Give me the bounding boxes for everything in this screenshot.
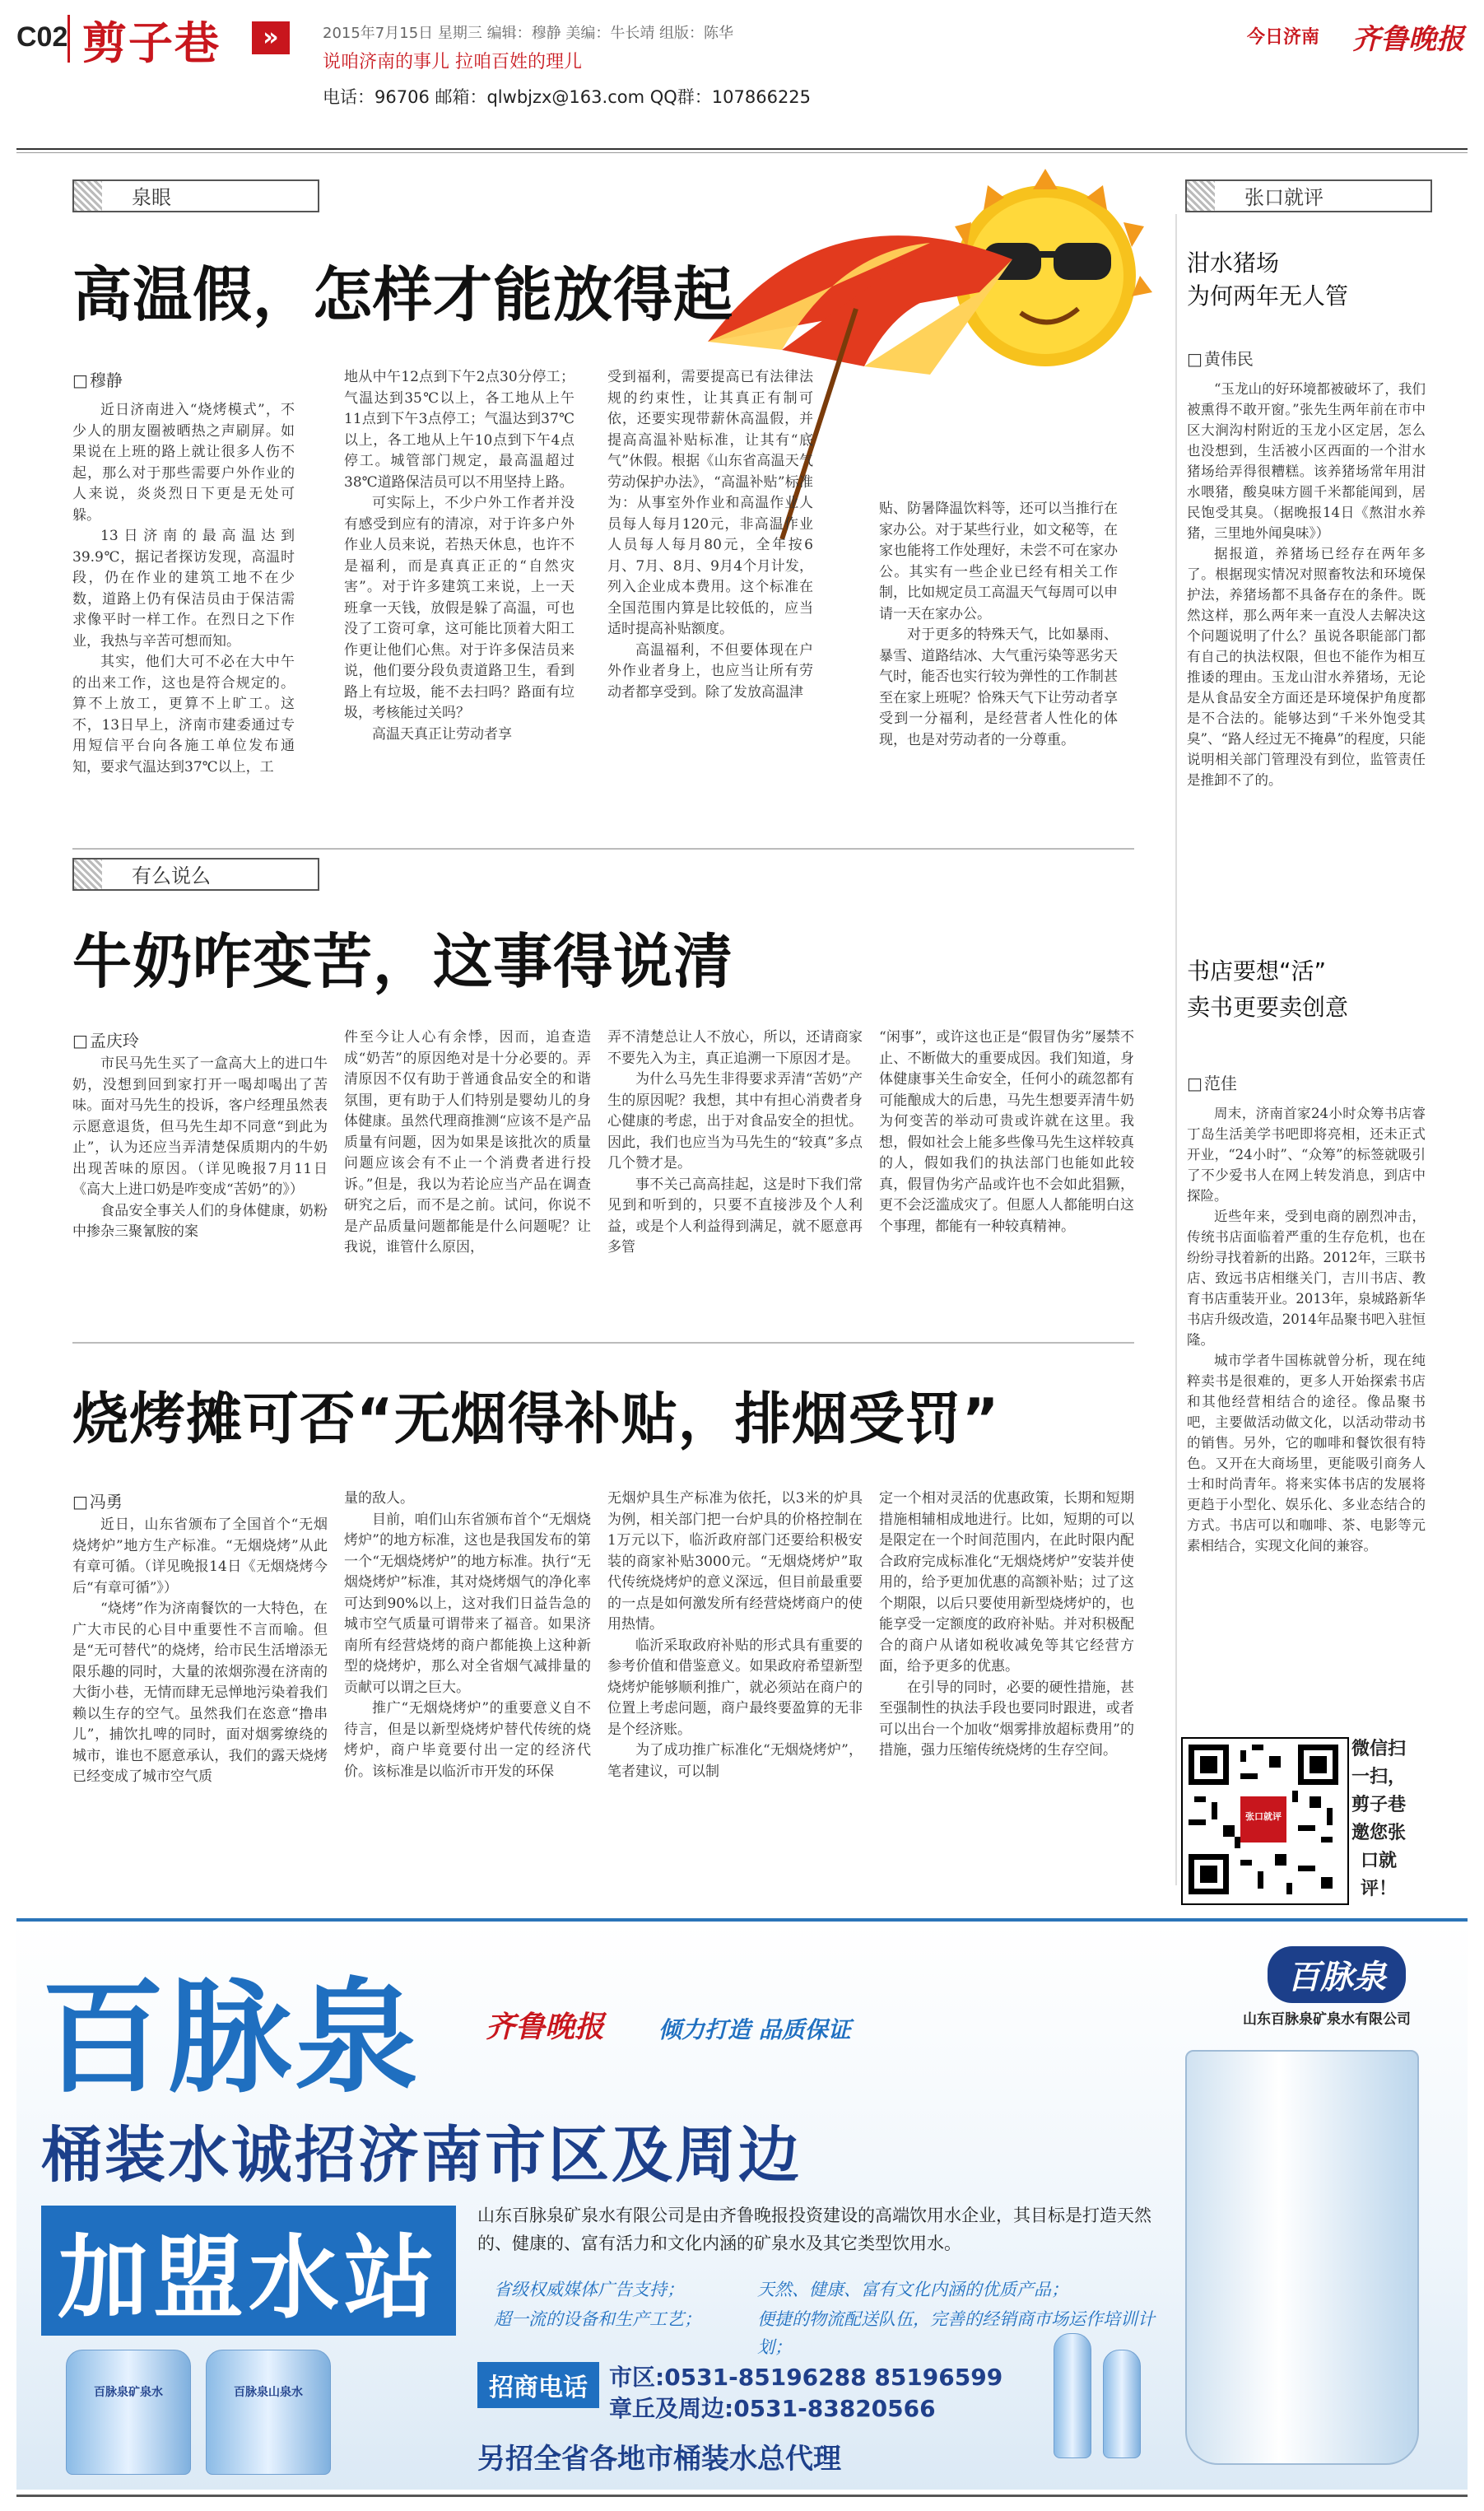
ad-newspaper-logo: 齐鲁晚报 [486,2010,605,2044]
section-tag-youmeshuome: 有么说么 [72,858,319,891]
sidebar1-byline: □ 黄伟民 [1187,346,1254,370]
paragraph: 弄不清楚总让人不放心，所以，还请商家不要先入为主，真正追溯一下原因才是。 [607,1029,863,1067]
sidebar2-title-line1: 书店要想“活” [1187,957,1327,985]
ad-phone-zhangqiu: 章丘及周边:0531-83820566 [609,2395,936,2422]
column-slogan: 说咱济南的事儿 拉咱百姓的理儿 [323,52,582,72]
ad-join-banner: 加盟水站 [41,2206,456,2336]
paragraph: 近日济南进入“烧烤模式”，不少人的朋友圈被晒热之声刷屏。如果说在上班的路上就让很多人伤不起，那么对于那些需要户外作业的人来说，炎炎烈日下更是无处可躲。 [72,402,295,524]
paragraph: 为了成功推广标准化“无烟烧烤炉”，笔者建议，可以制 [607,1742,863,1780]
ad-phone-city: 市区:0531-85196288 85196599 [609,2364,1003,2391]
masthead-rule [16,148,1468,150]
newspaper-logo: 齐鲁晚报 [1352,23,1464,56]
article3-col3 [607,1488,863,1894]
paragraph: 事不关己高高挂起，这是时下我们常见到和听到的，只要不直接涉及个人利益，或是个人利益得到满足，就不愿意再多管 [607,1176,863,1256]
issue-meta: 2015年7月15日 星期三 编辑：穆静 美编：牛长靖 组版：陈华 [323,25,734,42]
ad-feature: 省级权威媒体广告支持； [494,2280,684,2299]
paragraph: 食品安全事关人们的身体健康，奶粉中掺杂三聚氰胺的案 [72,1202,328,1240]
page-bottom-rule [16,2495,1468,2497]
article2-col4 [879,1027,1134,1334]
paragraph: 无烟炉具生产标准为依托，以3米的炉具为例，相关部门把一台炉具的价格控制在1万元以下，临沂政府部门还要给积极安装的商家补贴3000元。“无烟烧烤炉”取代传统烧烤炉的意义深远，但目前最重要的一点是如何激发所有经营烧烤商户的使用热情。 [607,1490,863,1633]
ad-footer: 另招全省各地市桶装水总代理 [477,2443,841,2476]
section-tag-zhangkoujiuping: 张口就评 [1185,179,1432,212]
water-bottle-icon [1054,2333,1091,2458]
article3-col4 [879,1488,1134,1894]
water-barrel-icon [206,2350,331,2475]
article1-title: 高温假，怎样才能放得起 [72,260,734,329]
paragraph: 地从中午12点到下午2点30分停工；气温达到35℃以上，各工地从上午11点到下午3点停工；气温达到37℃以上，各工地从上午10点到下午4点停工。城管部门规定，最高温超过38℃道路保洁员可以不用坚持上路。 [344,369,575,491]
article1-col1 [72,400,295,845]
section-divider [72,1342,1134,1344]
sidebar2-body [1187,1103,1426,1712]
paragraph: 高温福利，不但要体现在户外作业者身上，也应当让所有劳动者都享受到。除了发放高温津 [607,641,813,701]
sidebar2-byline: □ 范佳 [1187,1070,1237,1094]
qr-code[interactable] [1181,1737,1349,1905]
barrel-label: 百脉泉矿泉水 [94,2386,163,2399]
paragraph: 城市学者牛国栋就曾分析，现在纯粹卖书是很难的，更多人开始探索书店和其他经营相结合的途径。像品聚书吧，主要做活动做文化，以活动带动书的销售。另外，它的咖啡和餐饮很有特色。又开在大商场里，更能吸引商务人士和时尚青年。将来实体书店的发展将更趋于小型化、娱乐化、多业态结合的方式。书店可以和咖啡、茶、电影等元素相结合，实现文化间的兼容。 [1187,1353,1426,1554]
paragraph: 对于更多的特殊天气，比如暴雨、暴雪、道路结冰、大气重污染等恶劣天气时，能否也实行较为弹性的工作制甚至在家上班呢？恰殊天气下让劳动者享受到一分福利，是经营者人性化的体现，也是对劳动者的一分尊重。 [879,627,1118,748]
paragraph: 可实际上，不少户外工作者并没有感受到应有的清凉，对于许多户外作业人员来说，若热天休息，也许不是福利，而是真真正正的“自然灾害”。对于许多建筑工来说，上一天班拿一天钱，放假是躲了高温，可也没了工资可拿，这可能比顶着大阳工作更让他们心焦。对于许多保洁员来说，他们要分段负责道路卫生，看到路上有垃圾，能不去扫吗？路面有垃圾，考核能过关吗？ [344,495,575,721]
page-number: C02 [16,21,68,53]
paragraph: 目前，咱们山东省颁布首个“无烟烧烤炉”的地方标准，这也是我国发布的第一个“无烟烧烤炉”的地方标准。执行“无烟烧烤炉”标准，其对烧烤烟气的净化率可达到90%以上，这对我们日益告急的城市空气质量可谓带来了福音。如果济南所有经营烧烤的商户都能换上这种新型的烧烤炉，那么对全省烟气减排量的贡献可以谓之巨大。 [344,1511,591,1696]
chevron-icon: » [252,21,290,54]
ad-feature: 超一流的设备和生产工艺； [494,2309,701,2329]
paragraph: “烧烤”作为济南餐饮的一大特色，在广大市民的心目中重要性不言而喻。但是“无可替代”的烧烤，给市民生活增添无限乐趣的同时，大量的浓烟弥漫在济南的大街小巷，无情而肆无忌惮地污染着我们赖以生存的空气。虽然我们在恣意“撸串儿”，捕饮扎啤的同时，面对烟雾缭绕的城市，谁也不愿意承认，我们的露天烧烤已经变成了城市空气质 [72,1600,328,1785]
paragraph: 推广“无烟烧烤炉”的重要意义自不待言，但是以新型烧烤炉替代传统的烧烤炉，商户毕竟要付出一定的经济代价。该标准是以临沂市开发的环保 [344,1700,591,1780]
paragraph: 市民马先生买了一盒高大上的进口牛奶，没想到回到家打开一喝却喝出了苦味。面对马先生的投诉，客户经理虽然表示愿意退货，但马先生却不同意“到此为止”，认为还应当弄清楚保质期内的牛奶出现苦味的原因。（详见晚报7月11日《高大上进口奶是咋变成“苦奶”的》） [72,1055,328,1198]
paragraph: “玉龙山的好环境都被破坏了，我们被熏得不敢开窗。”张先生两年前在市中区大涧沟村附近的玉龙小区定居，怎么也没想到，生活被小区西面的一个泔水猪场给弄得很糟糕。该养猪场常年用泔水喂猪，酸臭味方圆千米都能闻到，居民饱受其臭。（据晚报14日《熬泔水养猪，三里地外闻臭味》） [1187,381,1426,541]
paragraph: 13日济南的最高温达到39.9℃，据记者探访发现，高温时段，仍在作业的建筑工地不在少数，道路上仍有保洁员由于保洁需求像平时一样工作。在烈日之下作业，我热与辛苦可想而知。 [72,528,295,650]
paragraph: 受到福利，需要提高已有法律法规的约束性，让其真正有制可依，还要实现带薪休高温假，并提高高温补贴标准，让其有“底气”休假。根据《山东省高温天气劳动保护办法》，“高温补贴”标准为：从事室外作业和高温作业人员每人每月120元，非高温作业人员每人每月80元，全年按6月、7月、8月、9月4个月计发，列入企业成本费用。这个标准在全国范围内算是比较低的，应当适时提高补贴额度。 [607,369,813,637]
paragraph: 为什么马先生非得要求弄清“苦奶”产生的原因呢？我想，其中有担心消费者身心健康的考虑，出于对食品安全的担忧。因此，我们也应当为马先生的“较真”多点几个赞才是。 [607,1071,863,1172]
article2-col2 [344,1027,591,1334]
paragraph: 贴、防暑降温饮料等，还可以当推行在家办公。对于某些行业，如文秘等，在家也能将工作处理好，未尝不可在家办公。其实有一些企业已经有相关工作制，比如规定员工高温天气每周可以申请一天在家办公。 [879,501,1118,622]
article2-col1 [72,1054,328,1334]
paragraph: 近日，山东省颁布了全国首个“无烟烧烤炉”地方生产标准。“无烟烧烤”从此有章可循。（详见晚报14日《无烟烧烤今后“有章可循”》） [72,1516,328,1596]
paragraph: 其实，他们大可不必在大中午的出来工作，这也是符合规定的。算不上放工，更算不上旷工。这不，13日早上，济南市建委通过专用短信平台向各施工单位发布通知，要求气温达到37℃以上，工 [72,654,295,776]
barrel-label: 百脉泉山泉水 [234,2386,303,2399]
ad-feature: 便捷的物流配送队伍，完善的经销商市场运作培训计划； [757,2309,1155,2357]
ad-headline: 桶装水诚招济南市区及周边 [41,2120,802,2191]
article3-title: 烧烤摊可否“无烟得补贴，排烟受罚” [72,1387,1000,1452]
qr-center-label: 张口就评 [1245,1811,1282,1822]
ad-features [477,2276,1169,2357]
column-name: 剪子巷 [82,17,221,69]
water-glass-icon [1185,2050,1419,2465]
ad-feature: 天然、健康、富有文化内涵的优质产品； [757,2280,1068,2299]
article1-col4 [879,499,1118,845]
paragraph: 定一个相对灵活的优惠政策，长期和短期措施相辅相成地进行。比如，短期的可以是限定在一个时间范围内，在此时限内配合政府完成标准化“无烟烧烤炉”安装并使用的，给予更加优惠的高额补贴；过了这个期限，以后只要使用新型烧烤炉的，也能享受一定额度的政府补贴。并对积极配合的商户从诸如税收减免等其它经营方面，给予更多的优惠。 [879,1490,1134,1675]
ad-brand-title: 百脉泉 [41,1967,422,2110]
ad-company-logo: 百脉泉 [1268,1946,1406,2003]
section-tag-quanyan: 泉眼 [72,179,319,212]
article2-title: 牛奶咋变苦，这事得说清 [72,927,734,996]
article3-col2 [344,1488,591,1894]
sidebar1-body [1187,379,1426,939]
paragraph: 近些年来，受到电商的剧烈冲击，传统书店面临着严重的生存危机，也在纷纷寻找着新的出路。2012年，三联书店、致远书店相继关门，吉川书店、教育书店重装开业。2013年，泉城路新华书店升级改造，2014年品聚书吧入驻恒隆。 [1187,1209,1426,1348]
article1-col3 [607,367,813,845]
ad-tagline: 倾力打造 品质保证 [658,2016,851,2043]
section-name: 今日济南 [1246,27,1319,48]
article3-col1 [72,1515,328,1894]
section-divider [72,848,1134,850]
sidebar1-title-line2: 为何两年无人管 [1187,282,1349,310]
paragraph: 在引导的同时，必要的硬性措施，甚至强制性的执法手段也要同时跟进，或者可以出台一个加收“烟雾排放超标费用”的措施，强力压缩传统烧烤的生存空间。 [879,1679,1134,1759]
ad-hotline-label: 招商电话 [477,2362,599,2408]
sidebar2-title-line2: 卖书更要卖创意 [1187,994,1349,1021]
paragraph: 量的敌人。 [344,1490,414,1507]
paragraph: “闲事”，或许这也正是“假冒伪劣”屡禁不止、不断做大的重要成因。我们知道，身体健康事关生命安全，任何小的疏忽都有可能酿成大的后患，马先生想要弄清牛奶为何变苦的举动可贵或许就在这里。我想，假如社会上能多些像马先生这样较真的人，假如我们的执法部门也能如此较真，假冒伪劣产品或许也不会如此猖獗，更不会泛滥成灾了。但愿人人都能明白这个事理，都能有一种较真精神。 [879,1029,1134,1235]
article3-byline: □ 冯勇 [72,1488,123,1512]
paragraph: 高温天真正让劳动者享 [372,725,512,743]
paragraph: 件至今让人心有余悸，因而，追查造成“奶苦”的原因绝对是十分必要的。弄清原因不仅有助于普通食品安全的和谐氛围，更有助于人们特别是婴幼儿的身体健康。虽然代理商推测“应该不是产品质量有问题，因为如果是该批次的质量问题应该会有不止一个消费者进行投诉。”但是，我以为若论应当产品在调查研究之后，而不是之前。试问，你说不是产品质量问题都能是什么问题呢？让我说，谁管什么原因， [344,1029,591,1256]
sidebar-divider [1175,214,1177,1885]
water-barrel-icon [66,2350,191,2475]
paragraph: 周末，济南首家24小时众筹书店睿丁岛生活美学书吧即将亮相，还未正式开业，“24小时”、“众筹”的标签就吸引了不少爱书人在网上转发消息，到店中探险。 [1187,1106,1426,1204]
paragraph: 临沂采取政府补贴的形式具有重要的参考价值和借鉴意义。如果政府希望新型烧烤炉能够顺利推广，就必须站在商户的位置上考虑问题，商户最终要盈算的无非是个经济账。 [607,1637,863,1738]
water-bottle-icon [1103,2350,1141,2458]
paragraph: 据报道，养猪场已经存在两年多了。根据现实情况对照畜牧法和环境保护法，养猪场都不具备存在的条件。既然这样，那么两年来一直没人去解决这个问题说明了什么？虽说各职能部门都有自己的执法权限，但也不能作为相互推诿的理由。玉龙山泔水养猪场，无论是从食品安全方面还是环境保护角度都是不合法的。能够达到“千米外饱受其臭”、“路人经过无不掩鼻”的程度，只能说明相关部门管理没有到位，监管责任是推卸不了的。 [1187,546,1426,788]
article1-col2 [344,367,575,845]
article2-byline: □ 孟庆玲 [72,1027,139,1051]
ad-intro: 山东百脉泉矿泉水有限公司是由齐鲁晚报投资建设的高端饮用水企业，其目标是打造天然的、健康的、富有活力和文化内涵的矿泉水及其它类型饮用水。 [477,2206,1151,2253]
article1-byline: □ 穆静 [72,367,123,391]
article2-col3 [607,1027,863,1334]
masthead-divider [67,15,70,63]
contact-info: 电话：96706 邮箱：qlwbjzx@163.com QQ群：107866225 [323,87,812,107]
ad-company-name: 山东百脉泉矿泉水有限公司 [1243,2011,1411,2028]
qr-caption: 微信扫一扫，剪子巷邀您张口就评！ [1351,1739,1406,1899]
sidebar1-title-line1: 泔水猪场 [1187,249,1280,277]
